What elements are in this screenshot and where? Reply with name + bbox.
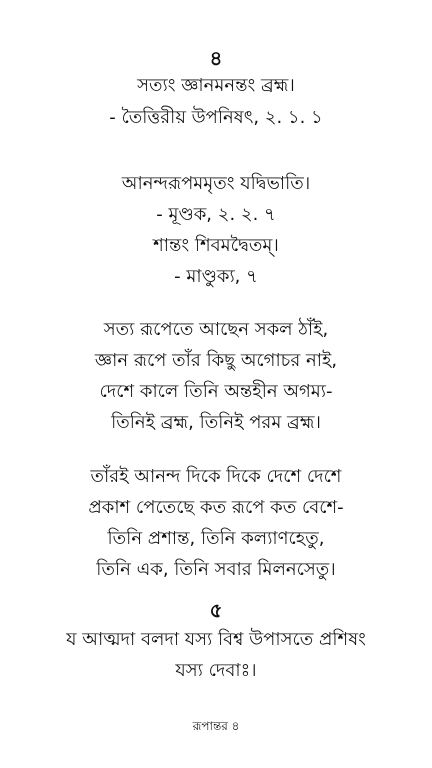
verse-line: শান্তং শিবমদ্বৈতম্‌। (153, 235, 279, 256)
poem-line: দেশে কালে তিনি অন্তহীন অগম্য- (99, 381, 333, 402)
verse-reference: - মাণ্ডুক্য, ৭ (174, 266, 258, 287)
poem-line: প্রকাশ পেতেছে কত রূপে কত বেশে- (88, 497, 344, 518)
poem-line: তিনি এক, তিনি সবার মিলনসেতু। (96, 559, 336, 580)
poem-line: জ্ঞান রূপে তাঁর কিছু অগোচর নাই, (94, 350, 338, 371)
verse-line: আনন্দরূপমমৃতং যদ্বিভাতি। (121, 173, 311, 194)
section-number-4: ৪ (209, 46, 223, 70)
poem-line: সত্য রূপেতে আছেন সকল ঠাঁই, (103, 319, 329, 340)
verse-line: যস্য দেবাঃ। (175, 660, 257, 681)
poem-line: তিনিই ব্রহ্ম, তিনিই পরম ব্রহ্ম। (111, 412, 321, 433)
verse-reference: - মূণ্ডক, ২. ২. ৭ (156, 204, 276, 225)
section-number-5: ৫ (209, 598, 223, 622)
verse-line: সত্যং জ্ঞানমনন্তং ব্রহ্ম। (137, 75, 295, 96)
poem-line: তাঁরই আনন্দ দিকে দিকে দেশে দেশে (90, 466, 342, 487)
verse-reference: - তৈত্তিরীয় উপনিষৎ, ২. ১. ১ (109, 107, 323, 128)
poem-line: তিনি প্রশান্ত, তিনি কল্যাণহেতু, (107, 528, 325, 549)
page-footer: রূপান্তর ৪ (192, 719, 240, 733)
verse-line: য আত্মদা বলদা যস্য বিশ্ব উপাসতে প্রশিষং (66, 629, 366, 650)
